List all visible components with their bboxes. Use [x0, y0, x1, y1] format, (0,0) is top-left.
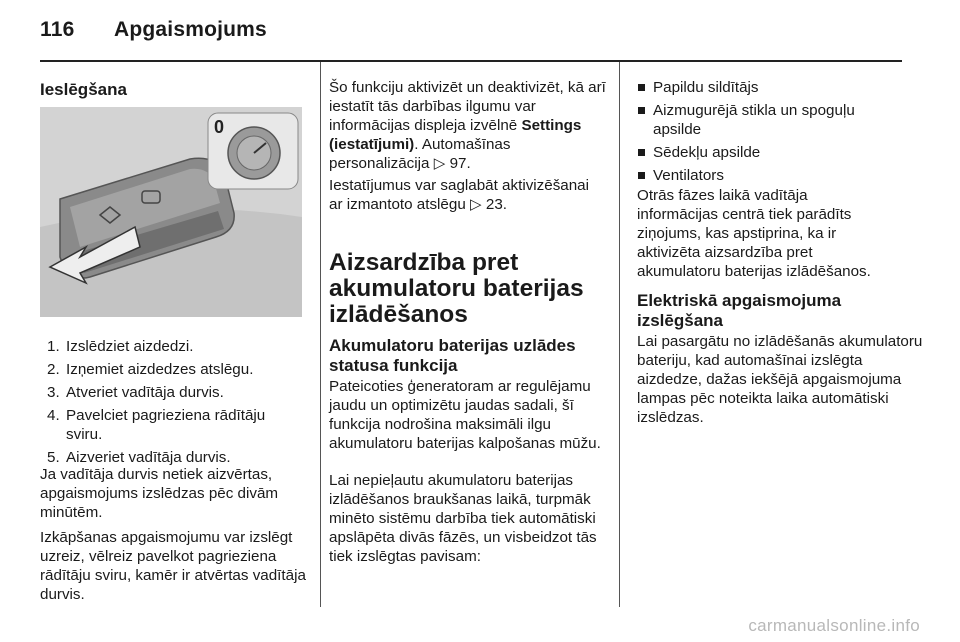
paragraph: Ja vadītāja durvis netiek aizvērtas, apgaismojums izslēdzas pēc divām minūtēm. — [40, 466, 279, 521]
column-divider — [619, 62, 620, 607]
list-item: Aizmugurējā stikla un spoguļu apsilde — [637, 101, 863, 139]
paragraph: Pateicoties ģeneratoram ar regulējamu jaudu un optimizētu jaudas sadali, šī funkcija nodrošina maksimāli ilgu akumulatoru baterijas kalpošanas mūžu. — [329, 378, 601, 452]
bullet-list — [637, 78, 887, 185]
paragraph: Izkāpšanas apgaismojumu var izslēgt uzreiz, vēlreiz pavelkot pagrieziena rādītāju sviru, kamēr ir atvērtas vadītāja durvis. — [40, 529, 306, 603]
turn-signal-lever-icon — [40, 107, 302, 317]
arrow-ref-icon: ▷ — [469, 196, 482, 213]
list-item: Papildu sildītājs — [637, 78, 887, 97]
subsection-heading: Akumulatoru baterijas uzlādes statusa funkcija — [329, 336, 576, 375]
list-item: 5. Aizveriet vadītāja durvis. — [47, 449, 231, 466]
arrow-ref-icon: ▷ — [433, 155, 446, 172]
list-item: 1. Izslēdziet aizdedzi. — [47, 338, 194, 355]
lever-illustration — [40, 107, 302, 317]
paragraph: Iestatījumus var saglabāt aktivizēšanai ar izmantoto atslēgu ▷ 23. — [329, 177, 590, 213]
column-divider — [320, 62, 321, 607]
page-header — [40, 18, 267, 42]
section-heading-switch-on: Ieslēgšana — [40, 80, 127, 99]
paragraph: Otrās fāzes laikā vadītāja informācijas centrā tiek parādīts ziņojums, kas apstiprina, ka ir aktivizēta aizsardzība pret akumulatoru baterijas izlādēšanos. — [637, 187, 871, 280]
section-heading-light-switch-off: Elektriskā apgaismojuma izslēgšana — [637, 291, 842, 330]
illustration-label: 0 — [214, 117, 225, 137]
steps-list — [40, 337, 308, 467]
paragraph: Šo funkciju aktivizēt un deaktivizēt, kā arī iestatīt tās darbības ilgumu var informācijas displeja izvēlnē Settings (iestatījumi). Automašīnas personalizācija ▷ 97. — [329, 79, 606, 172]
settings-menu-label: Settings (iestatījumi) — [329, 117, 582, 153]
list-item: 4. Pavelciet pagrieziena rādītāju sviru. — [47, 407, 266, 443]
chapter-title: Apgaismojums — [114, 18, 267, 41]
list-item: Sēdekļu apsilde — [637, 143, 887, 162]
list-item: 2. Izņemiet aizdedzes atslēgu. — [47, 361, 254, 378]
header-rule — [40, 60, 902, 62]
paragraph: Lai nepieļautu akumulatoru baterijas izlādēšanos braukšanas laikā, turpmāk minēto sistēmu darbība tiek automātiski apslāpēta divās fāzēs, un visbeidzot tās tiek izslēgtas pavisam: — [329, 472, 597, 565]
page-number: 116 — [40, 18, 75, 41]
section-heading-battery-protection: Aizsardzība pret akumulatoru baterijas izlādēšanos — [329, 249, 584, 328]
watermark: carmanualsonline.info — [748, 616, 920, 635]
list-item: 3. Atveriet vadītāja durvis. — [47, 384, 224, 401]
list-item: Ventilators — [637, 166, 887, 185]
paragraph: Lai pasargātu no izlādēšanās akumulatoru bateriju, kad automašīnai izslēgta aizdedze, dažas iekšējā apgaismojuma lampas pēc noteikta laika automātiski izslēdzas. — [637, 333, 923, 426]
